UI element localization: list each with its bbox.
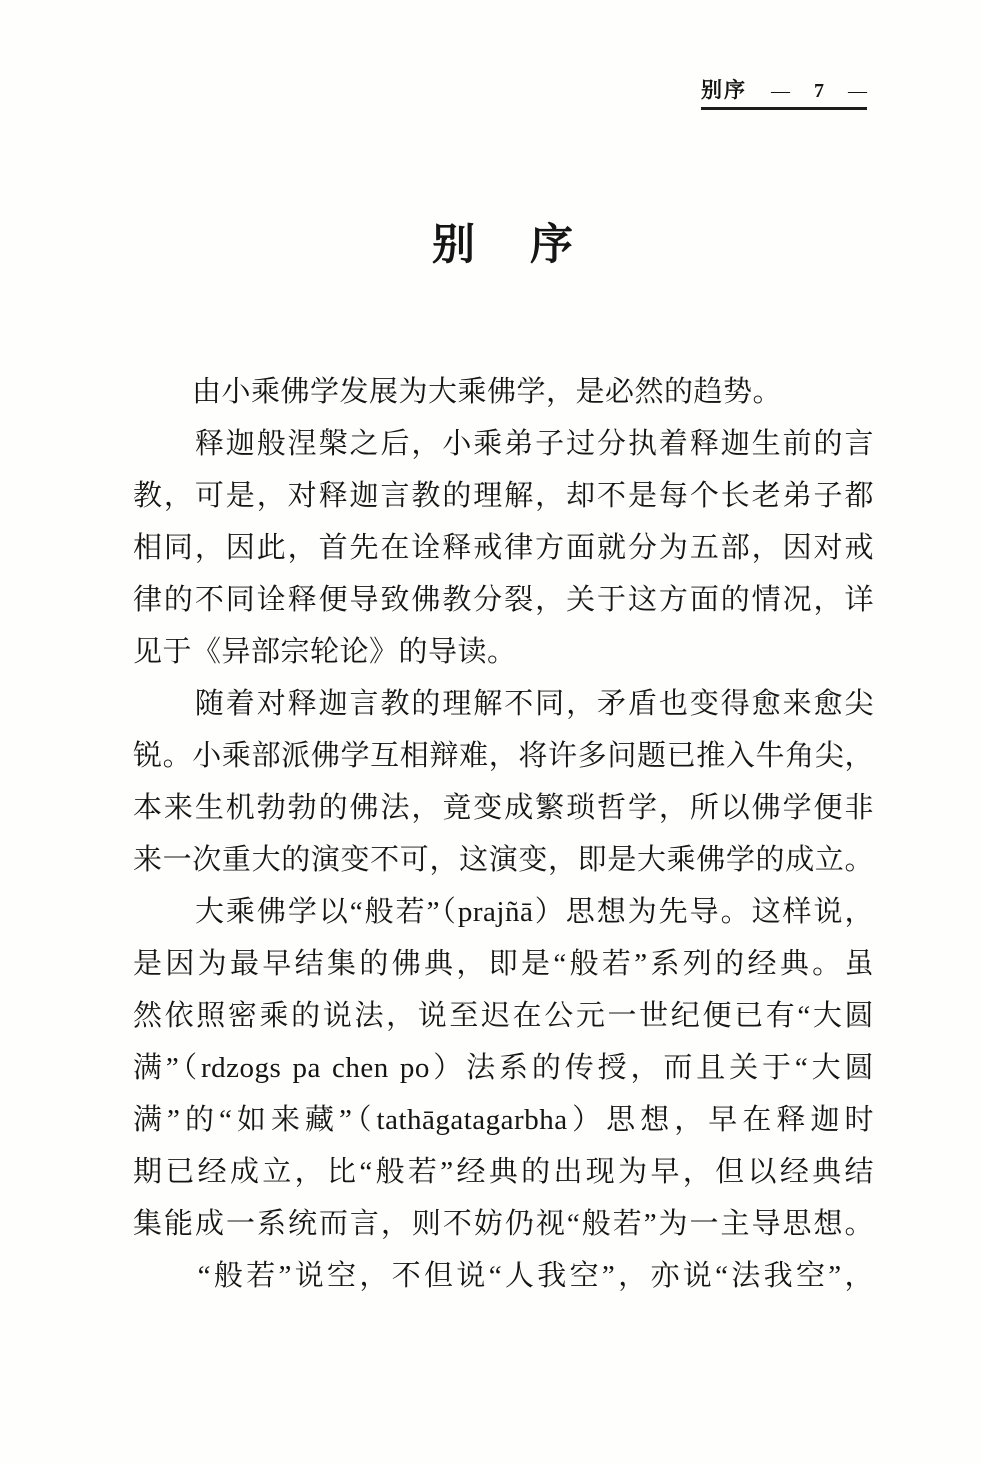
text-line: 由小乘佛学发展为大乘佛学，是必然的趋势。 — [133, 376, 783, 408]
text-line: 教，可是，对释迦言教的理解，却不是每个长老弟子都 — [133, 480, 874, 512]
text-line: 锐。小乘部派佛学互相辩难，将许多问题已推入牛角尖， — [133, 740, 874, 772]
text-line: 满”（rdzogs pa chen po）法系的传授，而且关于“大圆 — [133, 1052, 874, 1084]
body-text — [133, 366, 874, 1302]
text-line: 集能成一系统而言，则不妨仍视“般若”为一主导思想。 — [133, 1208, 874, 1240]
text-line: 释迦般涅槃之后，小乘弟子过分执着释迦生前的言 — [133, 428, 874, 460]
header-section-label: 别序 — [701, 78, 747, 102]
text-line: 相同，因此，首先在诠释戒律方面就分为五部，因对戒 — [133, 532, 874, 564]
text-line: 本来生机勃勃的佛法，竟变成繁琐哲学，所以佛学便非 — [133, 792, 874, 824]
header-dash-right: — — [848, 81, 867, 102]
text-line: 来一次重大的演变不可，这演变，即是大乘佛学的成立。 — [133, 844, 874, 876]
text-line: 随着对释迦言教的理解不同，矛盾也变得愈来愈尖 — [133, 688, 874, 720]
text-line: 见于《异部宗轮论》的导读。 — [133, 636, 517, 668]
chapter-title: 别 序 — [432, 222, 579, 269]
text-line: 大乘佛学以“般若”（prajñā）思想为先导。这样说， — [133, 896, 874, 928]
text-line: 满”的“如来藏”（tathāgatagarbha）思想，早在释迦时 — [133, 1104, 874, 1136]
page-number: 7 — [814, 80, 824, 102]
text-line: 律的不同诠释便导致佛教分裂，关于这方面的情况，详 — [133, 584, 874, 616]
running-header — [701, 78, 867, 110]
text-line: 是因为最早结集的佛典，即是“般若”系列的经典。虽 — [133, 948, 874, 980]
text-line: 期已经成立，比“般若”经典的出现为早，但以经典结 — [133, 1156, 874, 1188]
header-dash-left: — — [771, 81, 790, 102]
text-line: “般若”说空，不但说“人我空”，亦说“法我空”， — [133, 1260, 874, 1292]
text-line: 然依照密乘的说法，说至迟在公元一世纪便已有“大圆 — [133, 1000, 874, 1032]
